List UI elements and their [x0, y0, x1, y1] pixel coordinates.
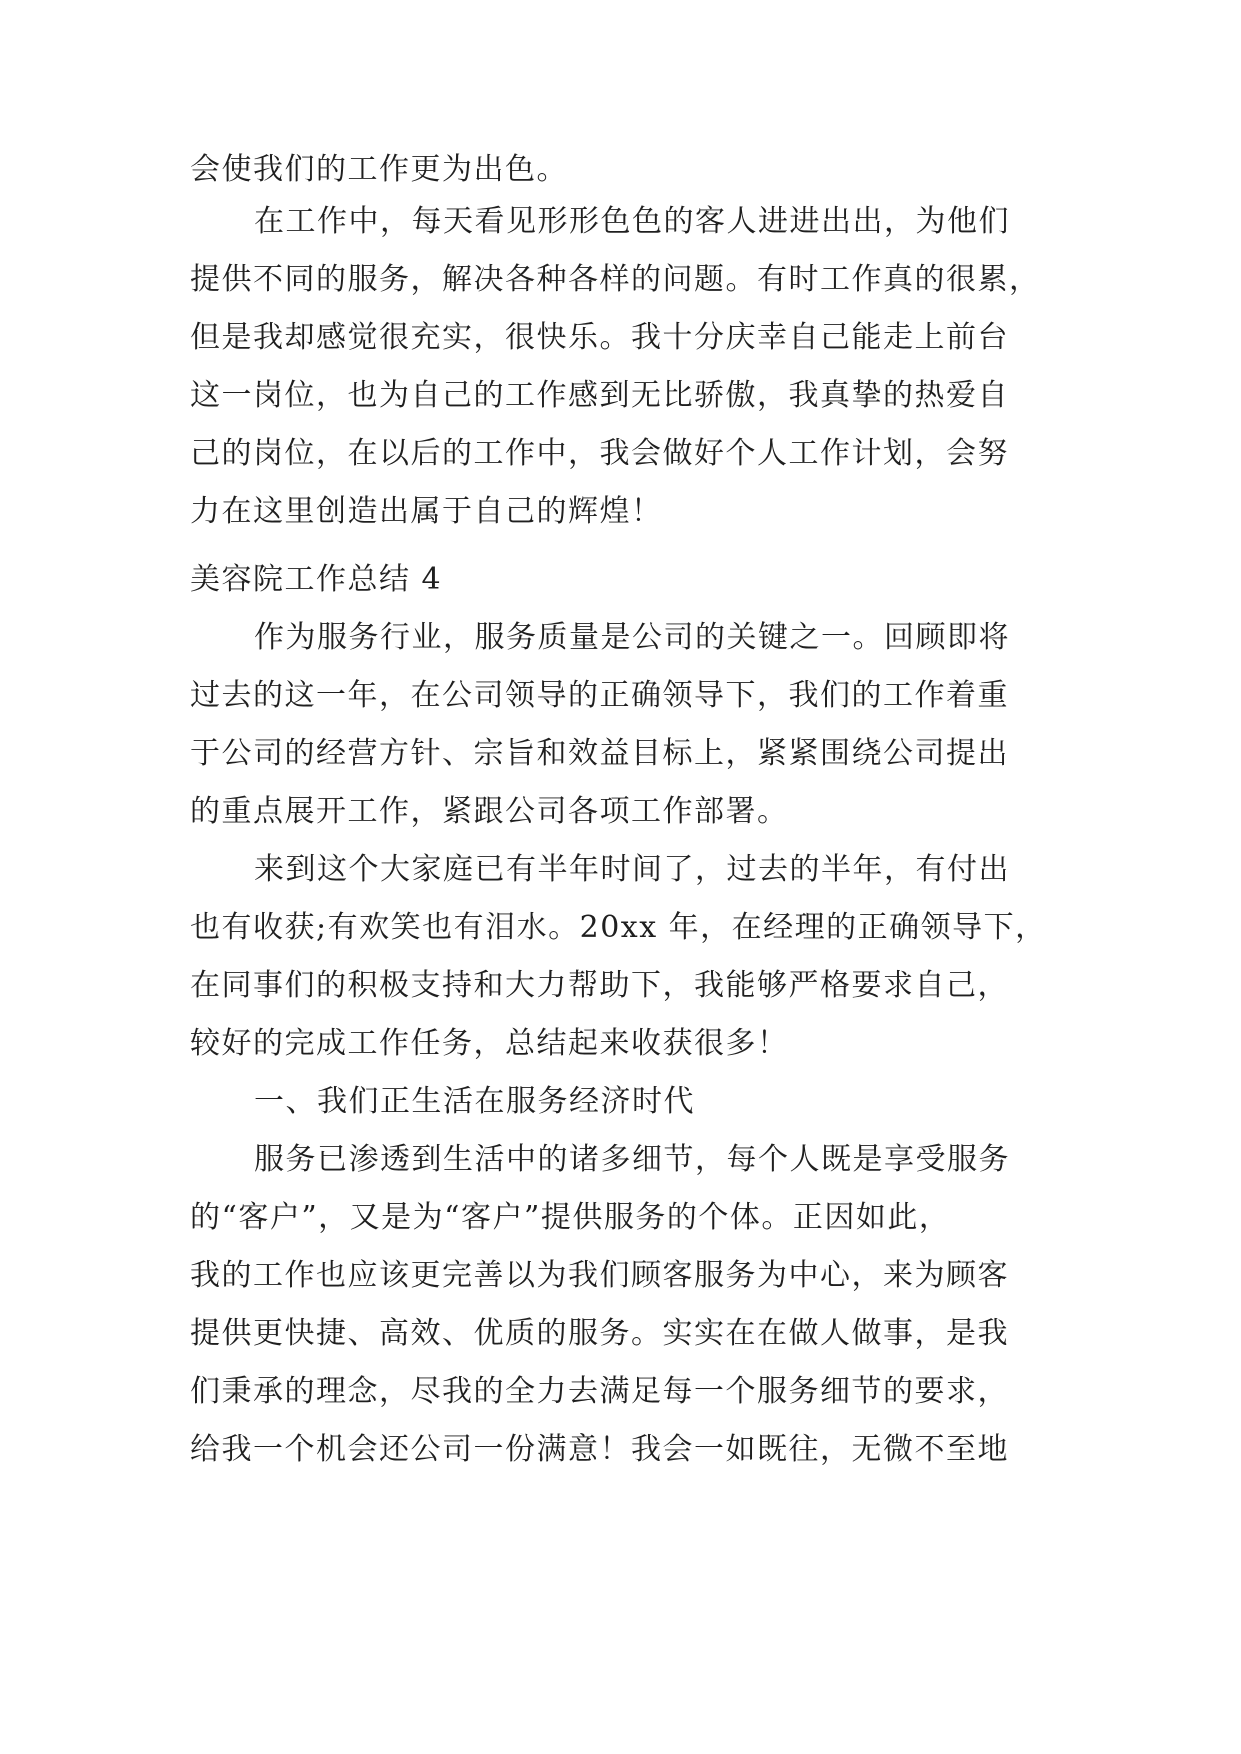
- text-line: 提供不同的服务，解决各种各样的问题。有时工作真的很累，: [190, 262, 1041, 297]
- text-line: 力在这里创造出属于自己的辉煌！: [190, 494, 663, 529]
- text-line: 给我一个机会还公司一份满意！我会一如既往，无微不至地: [190, 1432, 1009, 1467]
- paragraph-service-industry: [190, 609, 1070, 841]
- paragraph-half-year: [190, 841, 1070, 1073]
- text-line: 但是我却感觉很充实，很快乐。我十分庆幸自己能走上前台: [190, 320, 1009, 355]
- text-line: 一、我们正生活在服务经济时代: [254, 1084, 695, 1119]
- text-line: 也有收获;有欢笑也有泪水。20xx 年，在经理的正确领导下，: [190, 910, 1047, 945]
- text-line: 在同事们的积极支持和大力帮助下，我能够严格要求自己，: [190, 968, 1009, 1003]
- paragraph-front-desk: [190, 193, 1070, 541]
- text-line: 的重点展开工作，紧跟公司各项工作部署。: [190, 794, 789, 829]
- text-line: 这一岗位，也为自己的工作感到无比骄傲，我真挚的热爱自: [190, 378, 1009, 413]
- text-line: 们秉承的理念，尽我的全力去满足每一个服务细节的要求，: [190, 1374, 1009, 1409]
- text-line: 会使我们的工作更为出色。: [190, 152, 568, 187]
- subheading-service-economy: [190, 1073, 1070, 1131]
- paragraph-service-details: [190, 1131, 1070, 1479]
- text-line: 作为服务行业，服务质量是公司的关键之一。回顾即将: [254, 620, 1010, 655]
- text-line: 过去的这一年，在公司领导的正确领导下，我们的工作着重: [190, 678, 1009, 713]
- text-line: 在工作中，每天看见形形色色的客人进进出出，为他们: [254, 204, 1010, 239]
- text-line: 服务已渗透到生活中的诸多细节，每个人既是享受服务: [254, 1142, 1010, 1177]
- text-line: 来到这个大家庭已有半年时间了，过去的半年，有付出: [254, 852, 1010, 887]
- section-heading: 美容院工作总结 4: [190, 562, 443, 597]
- text-line: 我的工作也应该更完善以为我们顾客服务为中心，来为顾客: [190, 1258, 1009, 1293]
- paragraph-continuation: [190, 141, 1070, 199]
- text-line: 提供更快捷、高效、优质的服务。实实在在做人做事，是我: [190, 1316, 1009, 1351]
- text-line: 于公司的经营方针、宗旨和效益目标上，紧紧围绕公司提出: [190, 736, 1009, 771]
- text-line: 较好的完成工作任务，总结起来收获很多！: [190, 1026, 789, 1061]
- text-line: 的“客户”，又是为“客户”提供服务的个体。正因如此，: [190, 1200, 951, 1235]
- text-line: 己的岗位，在以后的工作中，我会做好个人工作计划，会努: [190, 436, 1009, 471]
